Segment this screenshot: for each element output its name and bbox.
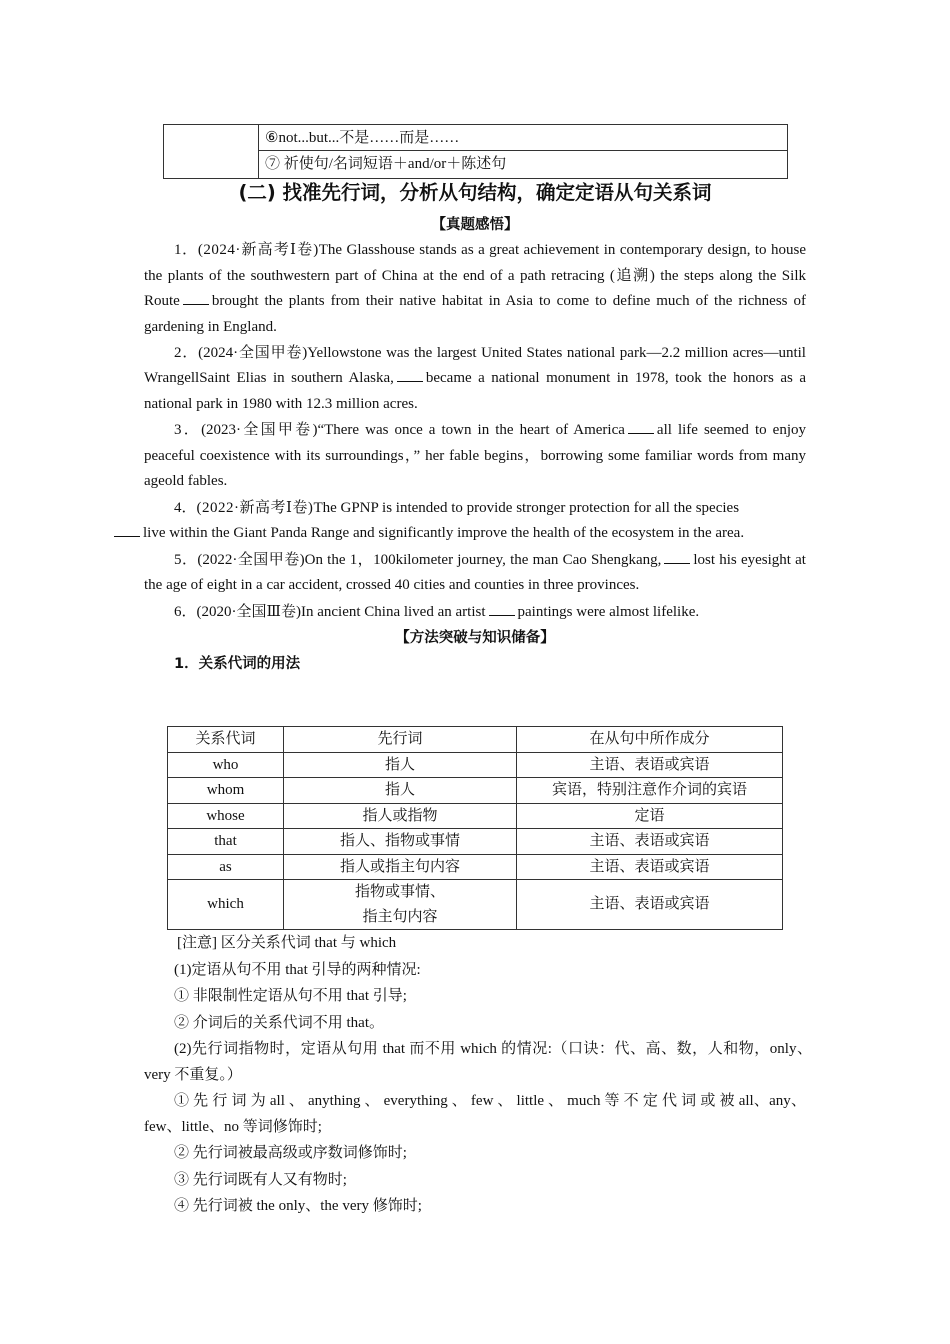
- answer-blank[interactable]: [397, 367, 423, 382]
- note-item: ① 非限制性定语从句不用 that 引导;: [174, 988, 407, 1004]
- section-title: (二) 找准先行词，分析从句结构，确定定语从句关系词: [238, 181, 712, 204]
- answer-blank[interactable]: [183, 290, 209, 305]
- table-row: [168, 829, 783, 855]
- relative-pronoun-table: [167, 726, 783, 930]
- table-cell: 主语、表语或宾语: [517, 880, 783, 930]
- answer-blank[interactable]: [489, 601, 515, 616]
- table-cell: ⑥not...but...不是……而是……: [259, 125, 788, 151]
- subtitle-method: 【方法突破与知识储备】: [395, 630, 555, 646]
- table-cell: 主语、表语或宾语: [517, 752, 783, 778]
- column-header: 在从句中所作成分: [517, 727, 783, 753]
- note-item: (1)定语从句不用 that 引导的两种情况:: [174, 961, 421, 978]
- note-item: ③ 先行词既有人又有物时;: [174, 1171, 347, 1188]
- answer-blank[interactable]: [628, 419, 654, 434]
- answer-blank[interactable]: [114, 522, 140, 537]
- question-2: 2．(2024·全国甲卷)Yellowstone was the largest United States national park—2.2 million acres—until WrangellSaint Elias in southern Alaska, became a national monument in 1978, took the honors as a national park in 1980 with 12.3 million acres.: [144, 344, 806, 412]
- table-cell: 宾语，特别注意作介词的宾语: [517, 778, 783, 804]
- table-row: [168, 752, 783, 778]
- table-cell: 指物或事情、 指主句内容: [284, 880, 517, 930]
- table-cell: that: [168, 829, 284, 855]
- answer-blank[interactable]: [664, 549, 690, 564]
- heading-relative-pronouns: 1．关系代词的用法: [174, 656, 301, 672]
- subtitle-real-exams: 【真题感悟】: [431, 217, 519, 233]
- table-cell: 定语: [517, 803, 783, 829]
- table-cell: whose: [168, 803, 284, 829]
- note-item: ④ 先行词被 the only、the very 修饰时;: [174, 1198, 422, 1214]
- table-empty-cell: [164, 125, 259, 179]
- table-row: [168, 854, 783, 880]
- column-header: 先行词: [284, 727, 517, 753]
- table-row: [168, 803, 783, 829]
- question-6: 6．(2020·全国Ⅲ卷)In ancient China lived an artist paintings were almost lifelike.: [144, 600, 806, 626]
- table-row: [168, 880, 783, 930]
- table-cell: 指人: [284, 778, 517, 804]
- note-item: ① 先 行 词 为 all 、 anything 、 everything 、 few 、 little 、 much 等 不 定 代 词 或 被 all、any、few、little、no 等词修饰时;: [144, 1093, 806, 1135]
- question-5: 5．(2022·全国甲卷)On the 1，100kilometer journey, the man Cao Shengkang, lost his eyesight at the age of eight in a car accident, crossed 40 cities and counties in three provinces.: [144, 548, 806, 599]
- note-item: (2)先行词指物时，定语从句用 that 而不用 which 的情况:（口诀：代、高、数，人和物，only、very 不重复。）: [144, 1041, 812, 1083]
- note-item: ② 先行词被最高级或序数词修饰时;: [174, 1145, 407, 1161]
- table-cell: 指人或指主句内容: [284, 854, 517, 880]
- table-cell: who: [168, 752, 284, 778]
- question-4: 4．(2022·新高考Ⅰ卷)The GPNP is intended to provide stronger protection for all the species live within the Giant Panda Range and significantly improve the health of the ecosystem in the area.: [144, 496, 806, 547]
- table-cell: 指人或指物: [284, 803, 517, 829]
- table-cell: whom: [168, 778, 284, 804]
- table-header-row: [168, 727, 783, 753]
- question-1: 1．(2024·新高考Ⅰ卷)The Glasshouse stands as a great achievement in contemporary design, to house the plants of the southwestern part of China at the end of a path retracing (追溯) the steps along the Silk Route brought the plants from their native habitat in Asia to come to define much of the richness of gardening in England.: [144, 242, 806, 335]
- table-cell: 指人: [284, 752, 517, 778]
- column-header: 关系代词: [168, 727, 284, 753]
- question-3: 3．(2023·全国甲卷)“There was once a town in the heart of America all life seemed to enjoy peaceful coexistence with its surroundings，” her fable begins，borrowing some familiar words from many ageold fables.: [144, 418, 806, 495]
- table-cell: ⑦ 祈使句/名词短语＋and/or＋陈述句: [259, 151, 788, 179]
- table-cell: 主语、表语或宾语: [517, 854, 783, 880]
- table-cell: 指人、指物或事情: [284, 829, 517, 855]
- table-cell: which: [168, 880, 284, 930]
- note-item: ② 介词后的关系代词不用 that。: [174, 1014, 384, 1031]
- table-cell: as: [168, 854, 284, 880]
- continued-table: [163, 124, 788, 179]
- table-row: [168, 778, 783, 804]
- table-cell: 主语、表语或宾语: [517, 829, 783, 855]
- note-heading: [注意] 区分关系代词 that 与 which: [177, 935, 397, 951]
